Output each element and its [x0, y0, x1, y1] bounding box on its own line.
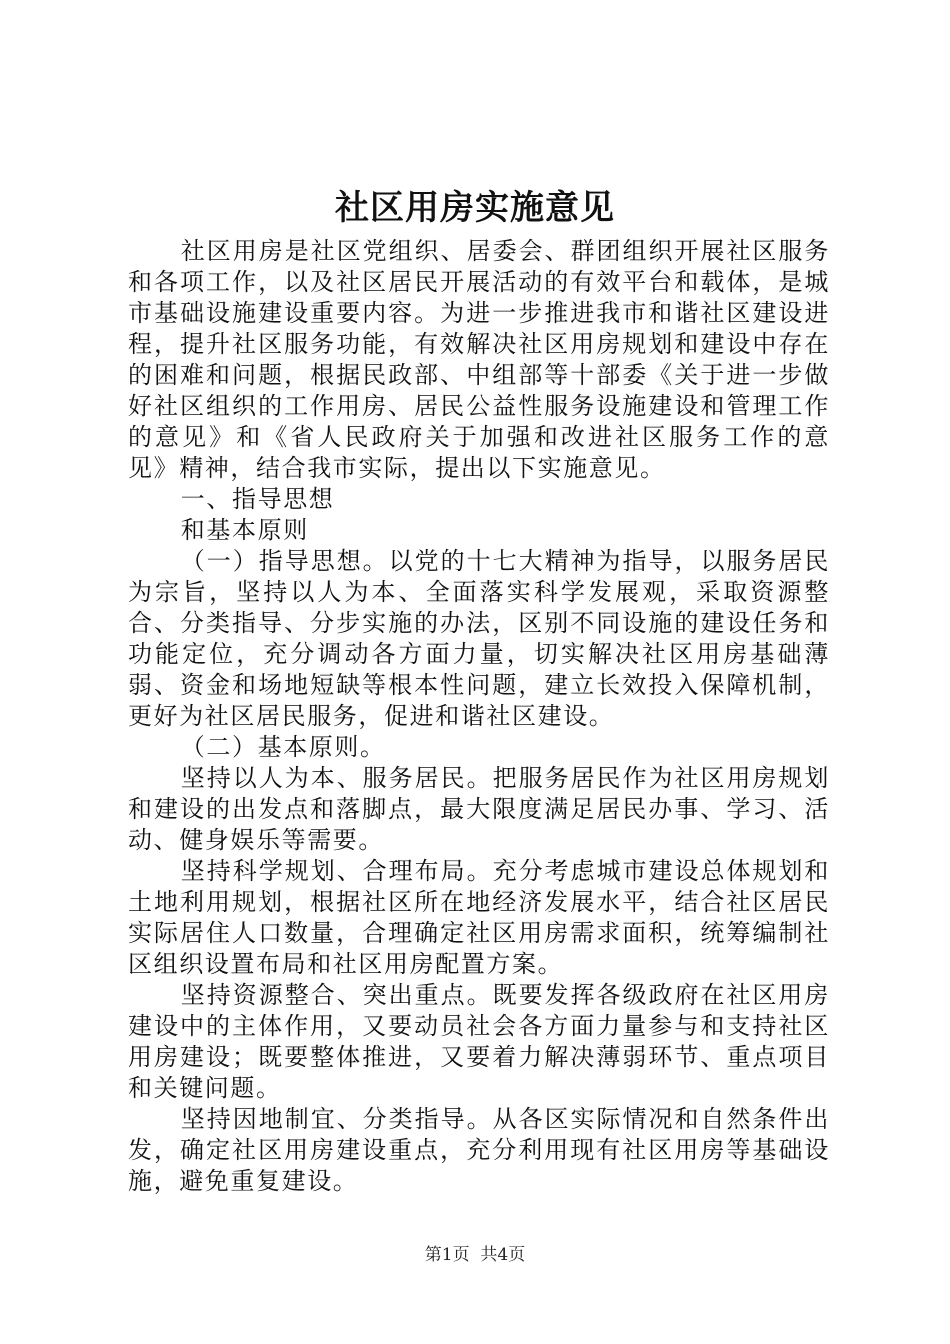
- paragraph-principle-planning: 坚持科学规划、合理布局。充分考虑城市建设总体规划和土地利用规划，根据社区所在地经济发展水平，结合社区居民实际居住人口数量，合理确定社区用房需求面积，统筹编制社区组织设置布局和社区用房配置方案。: [128, 857, 830, 978]
- page-number: 第1页: [424, 1245, 470, 1265]
- section-heading-1: 一、指导思想: [180, 485, 335, 513]
- document-body: [128, 236, 830, 1197]
- paragraph-guiding-thought: （一）指导思想。以党的十七大精神为指导，以服务居民为宗旨，坚持以人为本、全面落实科学发展观，采取资源整合、分类指导、分步实施的办法，区别不同设施的建设任务和功能定位，充分调动各方面力量，切实解决社区用房基础薄弱、资金和场地短缺等根本性问题，建立长效投入保障机制，更好为社区居民服务，促进和谐社区建设。: [128, 547, 830, 730]
- paragraph-basic-principles-heading: （二）基本原则。: [180, 733, 386, 761]
- paragraph-principle-people: 坚持以人为本、服务居民。把服务居民作为社区用房规划和建设的出发点和落脚点，最大限度满足居民办事、学习、活动、健身娱乐等需要。: [128, 764, 830, 854]
- document-title: 社区用房实施意见: [335, 188, 615, 228]
- paragraph-principle-local: 坚持因地制宜、分类指导。从各区实际情况和自然条件出发，确定社区用房建设重点，充分利用现有社区用房等基础设施，避免重复建设。: [128, 1105, 830, 1195]
- section-heading-1-cont: 和基本原则: [180, 516, 309, 544]
- paragraph-intro: 社区用房是社区党组织、居委会、群团组织开展社区服务和各项工作，以及社区居民开展活动的有效平台和载体，是城市基础设施建设重要内容。为进一步推进我市和谐社区建设进程，提升社区服务功能，有效解决社区用房规划和建设中存在的困难和问题，根据民政部、中组部等十部委《关于进一步做好社区组织的工作用房、居民公益性服务设施建设和管理工作的意见》和《省人民政府关于加强和改进社区服务工作的意见》精神，结合我市实际，提出以下实施意见。: [128, 237, 830, 482]
- paragraph-principle-resources: 坚持资源整合、突出重点。既要发挥各级政府在社区用房建设中的主体作用，又要动员社会各方面力量参与和支持社区用房建设；既要整体推进，又要着力解决薄弱环节、重点项目和关键问题。: [128, 981, 830, 1102]
- page-footer: [0, 1243, 950, 1267]
- page-total: 共4页: [480, 1245, 526, 1265]
